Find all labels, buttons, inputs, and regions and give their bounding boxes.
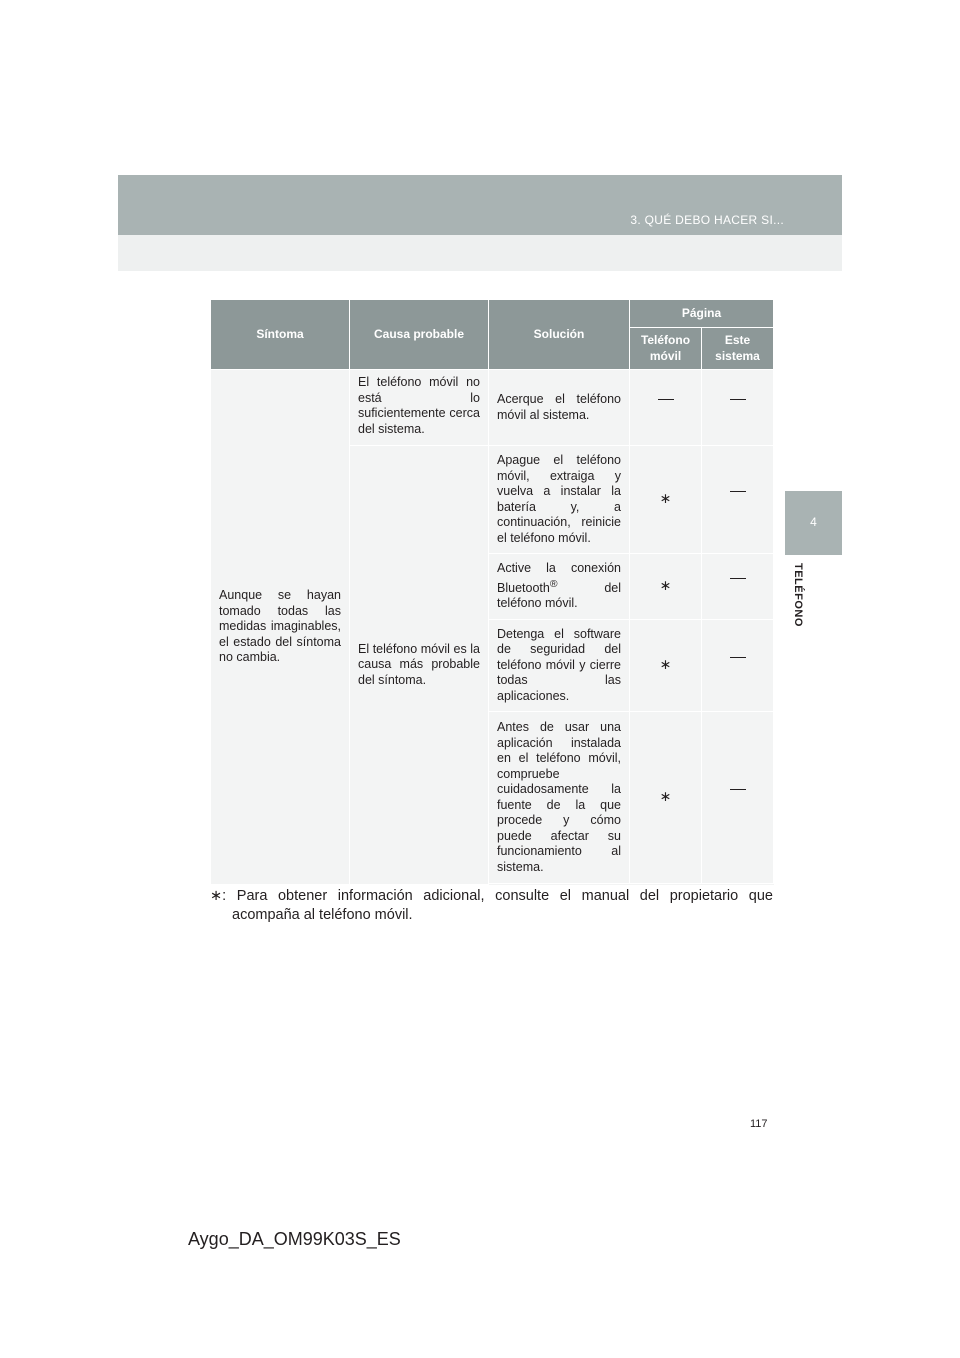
solution-text: del teléfono móvil. <box>497 580 621 611</box>
system-ref-cell <box>702 619 774 712</box>
footnote-line-1: ∗: Para obtener información adicional, consulte el manual del propietario que <box>210 888 773 904</box>
dash-mark <box>730 578 746 595</box>
system-ref-cell <box>702 712 774 884</box>
header-page: Página <box>630 300 774 328</box>
header-band <box>118 175 842 235</box>
dash-mark <box>730 789 746 806</box>
section-title: 3. QUÉ DEBO HACER SI... <box>630 213 784 227</box>
header-subband <box>118 235 842 271</box>
footnote-line-2: acompaña al teléfono móvil. <box>232 907 413 923</box>
solution-cell <box>489 554 630 620</box>
chapter-tab <box>785 491 842 555</box>
solution-cell: Antes de usar una aplicación instalada en el teléfono móvil, compruebe cuidadosamente la fuente de la que procede y cómo puede afectar su funcionamiento al sistema. <box>489 712 630 884</box>
dash-mark <box>658 399 674 416</box>
header-phone: Teléfono móvil <box>630 328 702 370</box>
phone-ref-cell <box>630 446 702 554</box>
solution-text: Active la conexión Bluetooth <box>497 561 621 595</box>
system-ref-cell <box>702 370 774 446</box>
header-system: Este sistema <box>702 328 774 370</box>
solution-cell: Acerque el teléfono móvil al sistema. <box>489 370 630 446</box>
document-code: Aygo_DA_OM99K03S_ES <box>188 1229 401 1249</box>
phone-ref-cell <box>630 619 702 712</box>
troubleshooting-table <box>210 299 774 885</box>
symptom-cell: Aunque se hayan tomado todas las medidas imaginables, el estado del síntoma no cambia. <box>211 370 350 885</box>
page-number: 117 <box>750 1118 768 1130</box>
system-ref-cell <box>702 446 774 554</box>
phone-ref-cell <box>630 712 702 884</box>
dash-mark <box>730 399 746 416</box>
dash-mark <box>730 657 746 674</box>
header-cause: Causa probable <box>350 300 489 370</box>
header-symptom: Síntoma <box>211 300 350 370</box>
phone-ref-cell <box>630 554 702 620</box>
solution-cell: Detenga el software de seguridad del teléfono móvil y cierre todas las aplicaciones. <box>489 619 630 712</box>
chapter-label: TELÉFONO <box>792 563 804 627</box>
asterisk-mark: ∗ <box>659 577 672 594</box>
registered-mark: ® <box>549 578 558 590</box>
cause-cell-1: El teléfono móvil no está lo suficientemente cerca del sistema. <box>350 370 489 446</box>
dash-mark <box>730 491 746 508</box>
cause-cell-2: El teléfono móvil es la causa más probable del síntoma. <box>350 446 489 885</box>
footnote <box>210 887 773 925</box>
system-ref-cell <box>702 554 774 620</box>
solution-cell: Apague el teléfono móvil, extraiga y vuelva a instalar la batería y, a continuación, reinicie el teléfono móvil. <box>489 446 630 554</box>
header-solution: Solución <box>489 300 630 370</box>
asterisk-mark: ∗ <box>659 788 672 805</box>
chapter-number: 4 <box>810 515 817 529</box>
asterisk-mark: ∗ <box>659 656 672 673</box>
phone-ref-cell <box>630 370 702 446</box>
asterisk-mark: ∗ <box>659 490 672 507</box>
